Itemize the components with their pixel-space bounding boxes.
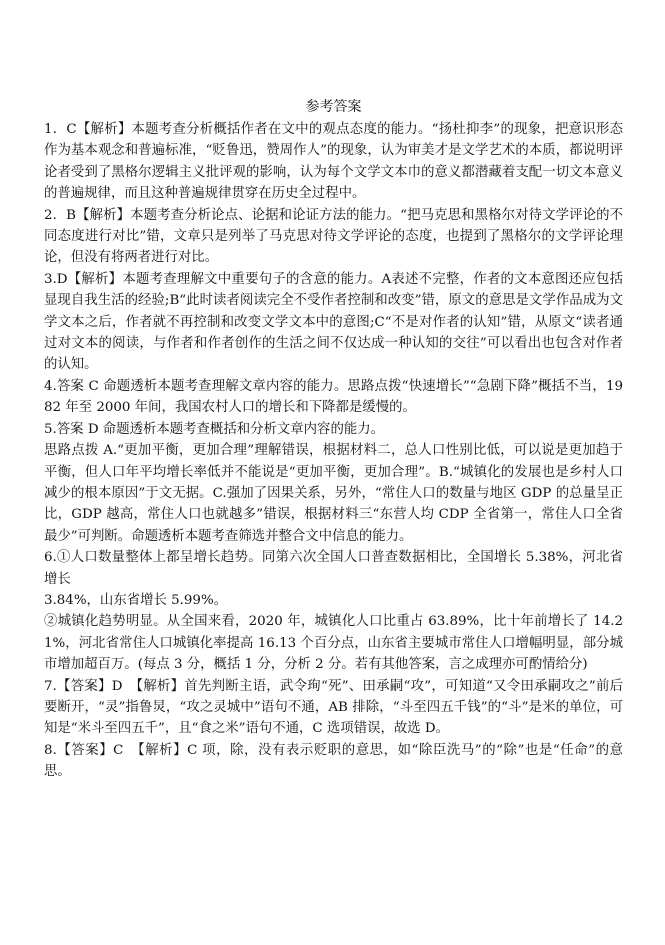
page-title: 参考答案 bbox=[305, 99, 362, 115]
answer-6-part-1: 6.①人口数量整体上都呈增长趋势。同第六次全国人口普查数据相比，全国增长 5.38%，河北省增长 bbox=[44, 550, 623, 587]
answer-8: 8.【答案】C 【解析】C 项，除，没有表示贬职的意思，如“除臣洗马”的“除”也是“任命”的意思。 bbox=[44, 742, 623, 780]
answer-3: 3.D【解析】本题考查理解文中重要句子的含意的能力。A表述不完整，作者的文本意图还应包括显现自我生活的经验;B“此时读者阅读完全不受作者控制和改变”错，原文的意思是文学作品成为文学文本之后，作者就不再控制和改变文学文本中的意图;C“不是对作者的认知”错，从原文“读者通过对文本的阅读，与作者和作者创作的生活之间不仅达成一种认知的交往”可以看出也包含对作者的认知。 bbox=[44, 271, 623, 373]
answer-6-part-2: 3.84%，山东省增长 5.99%。 bbox=[44, 592, 228, 608]
answer-6-part-3: ②城镇化趋势明显。从全国来看，2020 年，城镇化人口比重占 63.89%，比十年前增长了 14.21%，河北省常住人口城镇化率提高 16.13 个百分点，山东省主要城市常住人口增幅明显，部分城市增加超百万。(每点 3 分，概括 1 分，分析 2 分。若有其他答案，言之成理亦可酌情给分) bbox=[44, 614, 623, 673]
answer-5: 5.答案 D 命题透析本题考查概括和分析文章内容的能力。 bbox=[44, 421, 385, 437]
answer-7: 7.【答案】D 【解析】首先判断主语，武令珣“死”、田承嗣“攻”，可知道“又令田承嗣攻之”前后要断开，“灵”指鲁炅，“攻之灵城中”语句不通，AB 排除，“斗至四五千钱”的“斗”是米的单位，可知是“米斗至四五千”，且“食之米”语句不通，C 选项错误，故选 D。 bbox=[44, 678, 623, 737]
answer-5-detail: 思路点拨 A.“更加平衡，更加合理”理解错误，根据材料二，总人口性别比低，可以说是更加趋于平衡，但人口年平均增长率低并不能说是“更加平衡，更加合理”。B.“城镇化的发展也是乡村人口减少的根本原因”于文无据。C.强加了因果关系，另外，“常住人口的数量与地区 GDP 的总量呈正比，GDP 越高，常住人口也就越多”错误，根据材料三“东营人均 CDP 全省第一，常住人口全省最少”可判断。命题透析本题考查筛选并整合文中信息的能力。 bbox=[44, 443, 623, 544]
answer-2: 2．B【解析】本题考查分析论点、论据和论证方法的能力。“把马克思和黑格尔对待文学评论的不同态度进行对比”错，文章只是列举了马克思对待文学评论的态度，也提到了黑格尔的文学评论理论，但没有将两者进行对比。 bbox=[44, 207, 623, 266]
answer-4: 4.答案 C 命题透析本题考查理解文章内容的能力。思路点拨“快速增长”“急剧下降”概括不当，1982 年至 2000 年间，我国农村人口的增长和下降都是缓慢的。 bbox=[44, 378, 623, 416]
answer-1: 1．C【解析】本题考查分析概括作者在文中的观点态度的能力。“扬杜抑李”的现象，把意识形态作为基本观念和普遍标准，“贬鲁迅，赞周作人”的现象，认为审美才是文学艺术的本质，都说明评论者受到了黑格尔逻辑主义批评观的影响，认为每个文学文本巾的意义都潜藏着支配一切文本意义的普遍规律，而且这种普遍规律贯穿在历史全过程中。 bbox=[44, 122, 623, 202]
